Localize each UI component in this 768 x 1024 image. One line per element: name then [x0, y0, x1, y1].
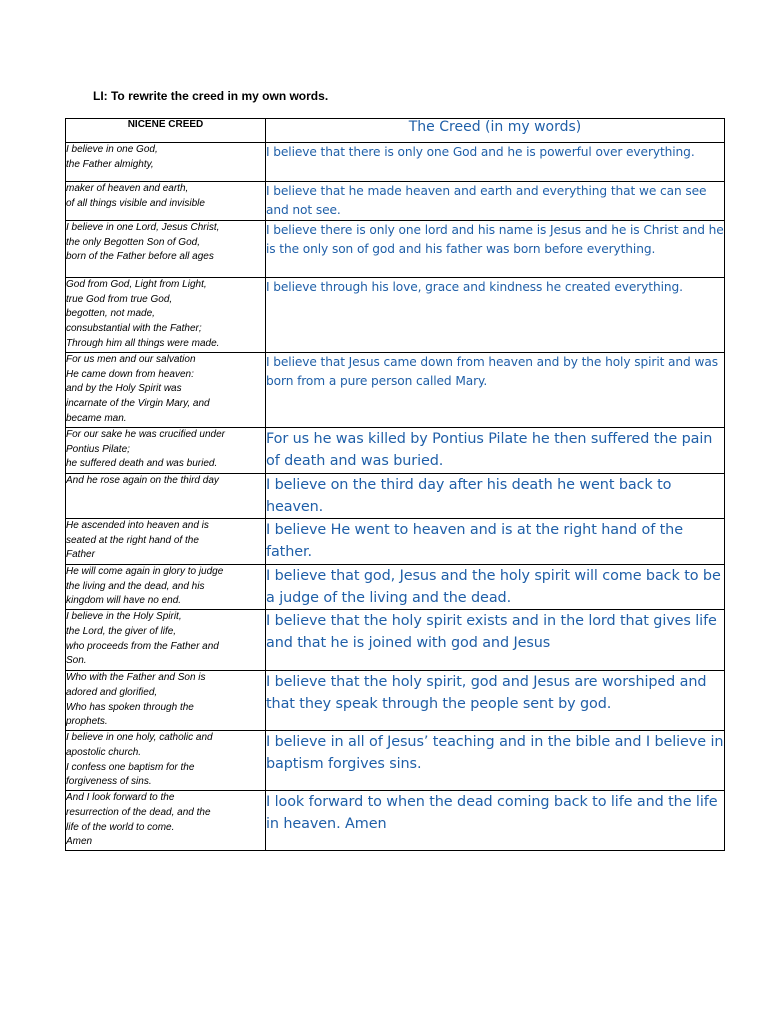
my-words-text: I believe in all of Jesus’ teaching and in the bible and I believe in baptism forgives sins. — [266, 731, 725, 791]
nicene-text: Who with the Father and Son is adored and glorified, Who has spoken through the prophets. — [66, 671, 266, 731]
my-words-text: I believe that Jesus came down from heaven and by the holy spirit and was born from a pure person called Mary. — [266, 353, 725, 428]
nicene-text: He ascended into heaven and is seated at the right hand of the Father — [66, 519, 266, 565]
my-words-header: The Creed (in my words) — [266, 119, 725, 143]
my-words-text: I believe that there is only one God and he is powerful over everything. — [266, 143, 725, 182]
nicene-text: And he rose again on the third day — [66, 474, 266, 519]
nicene-text: I believe in one God, the Father almighty, — [66, 143, 266, 182]
table-row — [66, 731, 725, 791]
table-row — [66, 182, 725, 221]
my-words-text: I believe that he made heaven and earth and everything that we can see and not see. — [266, 182, 725, 221]
nicene-text: I believe in one Lord, Jesus Christ, the only Begotten Son of God, born of the Father before all ages — [66, 221, 266, 278]
nicene-header: NICENE CREED — [66, 119, 266, 143]
table-row — [66, 565, 725, 610]
my-words-text: I believe through his love, grace and kindness he created everything. — [266, 278, 725, 353]
my-words-text: I believe He went to heaven and is at the right hand of the father. — [266, 519, 725, 565]
my-words-text: I believe that god, Jesus and the holy spirit will come back to be a judge of the living and the dead. — [266, 565, 725, 610]
my-words-text: I look forward to when the dead coming back to life and the life in heaven. Amen — [266, 791, 725, 851]
table-row — [66, 610, 725, 671]
table-row — [66, 671, 725, 731]
header-row — [66, 119, 725, 143]
nicene-text: For our sake he was crucified under Pontius Pilate; he suffered death and was buried. — [66, 428, 266, 474]
table-row — [66, 428, 725, 474]
table-row — [66, 143, 725, 182]
my-words-text: I believe on the third day after his death he went back to heaven. — [266, 474, 725, 519]
nicene-text: maker of heaven and earth, of all things visible and invisible — [66, 182, 266, 221]
table-row — [66, 221, 725, 278]
my-words-text: I believe that the holy spirit exists and in the lord that gives life and that he is joined with god and Jesus — [266, 610, 725, 671]
nicene-text: And I look forward to the resurrection of the dead, and the life of the world to come. Amen — [66, 791, 266, 851]
nicene-text: God from God, Light from Light, true God from true God, begotten, not made, consubstantial with the Father; Through him all things were made. — [66, 278, 266, 353]
nicene-text: For us men and our salvation He came down from heaven: and by the Holy Spirit was incarnate of the Virgin Mary, and became man. — [66, 353, 266, 428]
my-words-text: I believe that the holy spirit, god and Jesus are worshiped and that they speak through the people sent by god. — [266, 671, 725, 731]
learning-intention: LI: To rewrite the creed in my own words. — [93, 89, 329, 103]
creed-table — [65, 118, 725, 851]
nicene-text: I believe in the Holy Spirit, the Lord, the giver of life, who proceeds from the Father and Son. — [66, 610, 266, 671]
table-row — [66, 791, 725, 851]
table-row — [66, 474, 725, 519]
table-row — [66, 519, 725, 565]
nicene-text: He will come again in glory to judge the living and the dead, and his kingdom will have no end. — [66, 565, 266, 610]
my-words-text: I believe there is only one lord and his name is Jesus and he is Christ and he is the only son of god and his father was born before everything. — [266, 221, 725, 278]
table-row — [66, 353, 725, 428]
my-words-text: For us he was killed by Pontius Pilate he then suffered the pain of death and was buried. — [266, 428, 725, 474]
table-row — [66, 278, 725, 353]
nicene-text: I believe in one holy, catholic and apostolic church. I confess one baptism for the forgiveness of sins. — [66, 731, 266, 791]
